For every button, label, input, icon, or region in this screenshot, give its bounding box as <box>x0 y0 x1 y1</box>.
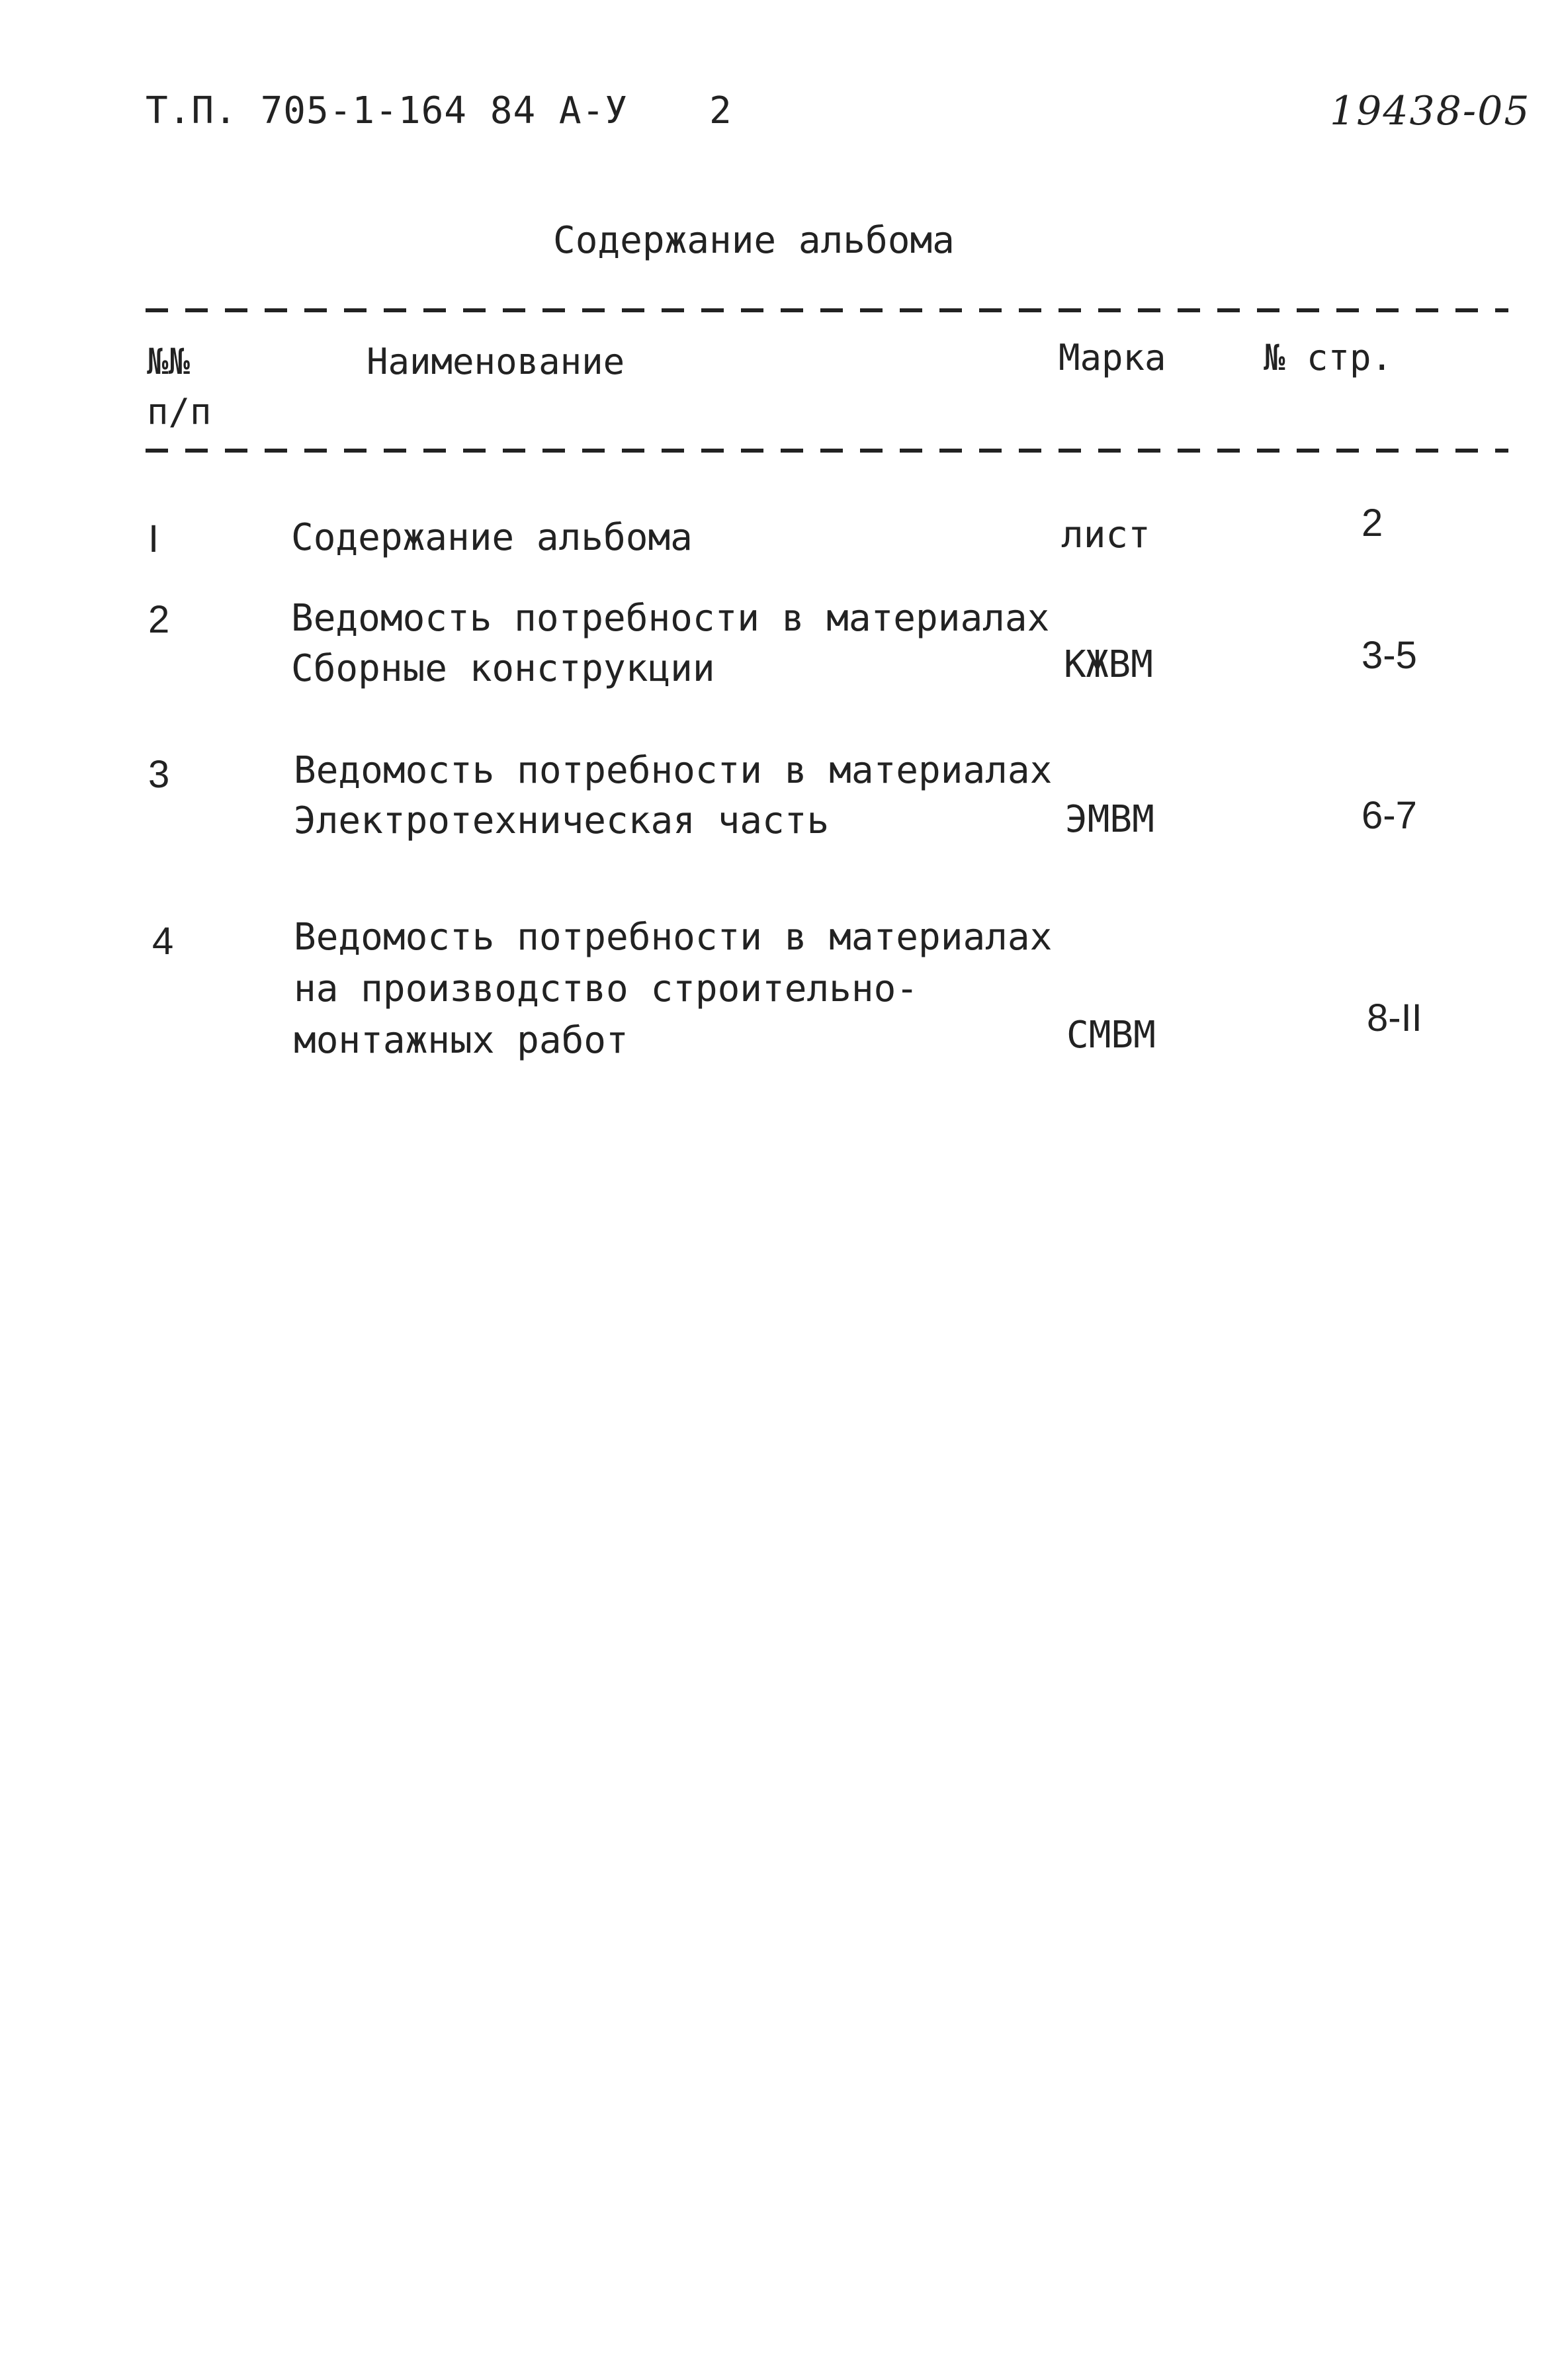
row-name-line: Сборные конструкции <box>291 647 715 690</box>
row-name-line: Ведомость потребности в материалах <box>291 597 1050 640</box>
row-number: 3 <box>148 753 170 796</box>
row-name-line: Электротехническая часть <box>294 799 830 842</box>
page-title: Содержание альбома <box>553 219 955 262</box>
table-top-rule <box>146 308 1508 312</box>
column-header-number-sub: п/п <box>147 391 212 433</box>
row-number: I <box>148 517 159 560</box>
row-name-line: Ведомость потребности в материалах <box>294 916 1053 959</box>
row-mark: СМВМ <box>1066 1014 1156 1057</box>
page-number: 2 <box>709 89 732 132</box>
row-number: 2 <box>148 598 170 641</box>
row-page: 2 <box>1362 502 1383 545</box>
row-name-line: монтажных работ <box>294 1019 628 1062</box>
row-page: 6-7 <box>1362 794 1417 837</box>
row-name-line: Содержание альбома <box>291 516 693 559</box>
table-header-rule <box>146 449 1508 453</box>
row-mark: ЭМВМ <box>1065 798 1154 841</box>
row-page: 8-II <box>1367 996 1422 1039</box>
column-header-page: № стр. <box>1264 337 1393 378</box>
row-name-line: Ведомость потребности в материалах <box>294 749 1053 792</box>
row-name-line: на производство строительно- <box>294 967 919 1010</box>
archive-number: 19438-05 <box>1330 88 1531 134</box>
column-header-name: Наименование <box>367 341 625 382</box>
row-mark: КЖВМ <box>1064 643 1153 686</box>
document-code: Т.П. 705-1-164 84 А-У <box>146 89 628 132</box>
row-page: 3-5 <box>1362 634 1417 677</box>
row-number: 4 <box>152 920 174 963</box>
column-header-mark: Марка <box>1059 337 1166 378</box>
row-mark: лист <box>1061 513 1150 556</box>
column-header-number: №№ <box>147 341 191 382</box>
